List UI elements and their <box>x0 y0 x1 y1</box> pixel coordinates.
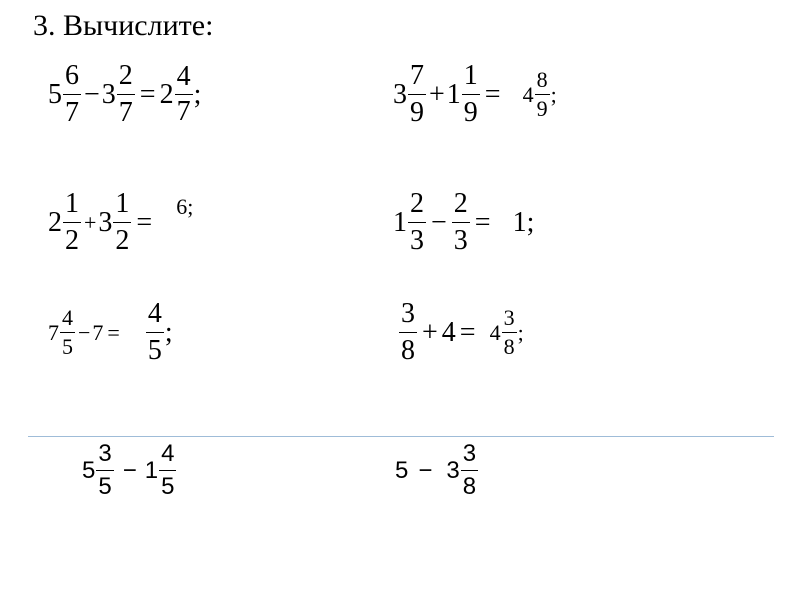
answer-fraction <box>502 307 517 358</box>
fraction-bar <box>399 332 417 333</box>
numerator: 4 <box>176 61 191 92</box>
fraction-bar <box>159 470 176 471</box>
operator: + <box>429 78 445 110</box>
semicolon: ; <box>550 81 557 107</box>
equals-sign: = <box>107 319 120 345</box>
denominator: 8 <box>401 335 415 366</box>
fraction-bar <box>535 94 550 95</box>
divider-line <box>28 436 774 437</box>
fraction <box>408 190 426 255</box>
operator: − <box>418 456 433 484</box>
fraction-bar <box>63 94 81 95</box>
equation-4 <box>393 190 534 255</box>
operator: + <box>84 209 97 235</box>
denominator: 9 <box>536 96 548 121</box>
fraction <box>60 307 75 358</box>
numerator: 4 <box>161 440 175 467</box>
numerator: 3 <box>401 298 415 329</box>
semicolon: ; <box>164 316 173 348</box>
whole-number: 3 <box>393 78 407 110</box>
whole-number: 2 <box>48 206 62 238</box>
equation-8 <box>395 442 479 499</box>
answer-whole: 4 <box>522 81 534 107</box>
answer: 6; <box>176 194 194 219</box>
whole-number: 3 <box>446 456 460 484</box>
whole-number: 1 <box>446 78 461 110</box>
operator: + <box>422 316 438 348</box>
denominator: 7 <box>118 97 133 128</box>
whole-number: 7 <box>92 319 104 345</box>
equals-sign: = <box>459 316 476 348</box>
answer-fraction <box>146 300 164 365</box>
numerator: 1 <box>463 60 478 91</box>
fraction-bar <box>60 332 75 333</box>
equation-5 <box>48 300 173 365</box>
page-title: 3. Вычислите: <box>33 9 214 42</box>
fraction-bar <box>461 470 478 471</box>
operator: − <box>78 319 91 345</box>
equation-1 <box>48 62 201 127</box>
answer-whole: 4 <box>489 319 501 345</box>
fraction <box>399 300 417 365</box>
fraction <box>63 190 81 255</box>
numerator: 2 <box>410 188 424 219</box>
whole-number: 5 <box>48 78 62 110</box>
numerator: 1 <box>65 188 79 219</box>
fraction <box>96 442 113 499</box>
fraction <box>159 442 176 499</box>
operator: − <box>84 78 100 110</box>
answer-whole: 2 <box>159 78 174 110</box>
denominator: 5 <box>147 335 162 366</box>
fraction-bar <box>452 222 470 223</box>
denominator: 8 <box>462 473 477 500</box>
equation-3 <box>48 190 193 255</box>
answer: 1; <box>512 206 535 238</box>
denominator: 5 <box>98 473 112 500</box>
numerator: 3 <box>98 440 112 467</box>
whole-number: 1 <box>393 206 407 238</box>
whole-number: 1 <box>144 456 159 484</box>
numerator: 8 <box>536 67 548 92</box>
equals-sign: = <box>474 206 491 238</box>
numerator: 4 <box>147 298 162 329</box>
operator: − <box>431 206 447 238</box>
whole-number: 7 <box>48 319 59 345</box>
answer-fraction <box>175 63 193 126</box>
fraction-bar <box>462 94 480 95</box>
denominator: 9 <box>463 97 478 128</box>
numerator: 4 <box>62 305 73 330</box>
numerator: 2 <box>118 60 133 91</box>
numerator: 2 <box>453 188 468 219</box>
numerator: 3 <box>462 440 477 467</box>
whole-number: 3 <box>101 78 116 110</box>
fraction <box>452 190 470 255</box>
denominator: 9 <box>410 97 424 128</box>
numerator: 3 <box>503 305 515 330</box>
fraction-bar <box>96 470 113 471</box>
equation-7 <box>82 442 177 499</box>
semicolon: ; <box>517 319 524 345</box>
numerator: 1 <box>115 188 130 219</box>
denominator: 2 <box>65 225 79 256</box>
numerator: 7 <box>410 60 424 91</box>
denominator: 8 <box>503 334 515 359</box>
fraction-bar <box>175 94 193 95</box>
fraction-bar <box>408 222 426 223</box>
fraction <box>113 190 131 255</box>
fraction-bar <box>146 332 164 333</box>
equals-sign: = <box>139 78 156 110</box>
fraction-bar <box>502 332 517 333</box>
operator: − <box>122 456 137 484</box>
whole-number: 3 <box>98 206 113 238</box>
whole-number: 5 <box>395 456 409 484</box>
denominator: 7 <box>176 96 191 127</box>
semicolon: ; <box>193 78 202 110</box>
fraction <box>63 62 81 127</box>
fraction <box>117 62 135 127</box>
equation-2 <box>393 62 557 127</box>
denominator: 7 <box>65 97 79 128</box>
fraction-bar <box>117 94 135 95</box>
whole-number: 5 <box>82 456 96 484</box>
fraction-bar <box>113 222 131 223</box>
fraction-bar <box>408 94 426 95</box>
fraction <box>461 442 478 499</box>
denominator: 3 <box>453 225 468 256</box>
equals-sign: = <box>484 78 501 110</box>
numerator: 6 <box>65 60 79 91</box>
denominator: 3 <box>410 225 424 256</box>
fraction <box>462 62 480 127</box>
answer-fraction <box>535 69 550 120</box>
equals-sign: = <box>136 206 153 238</box>
denominator: 2 <box>115 225 130 256</box>
equation-6 <box>398 300 524 365</box>
whole-number: 4 <box>441 316 456 348</box>
fraction-bar <box>63 222 81 223</box>
fraction <box>408 62 426 127</box>
denominator: 5 <box>161 473 175 500</box>
denominator: 5 <box>62 334 73 359</box>
